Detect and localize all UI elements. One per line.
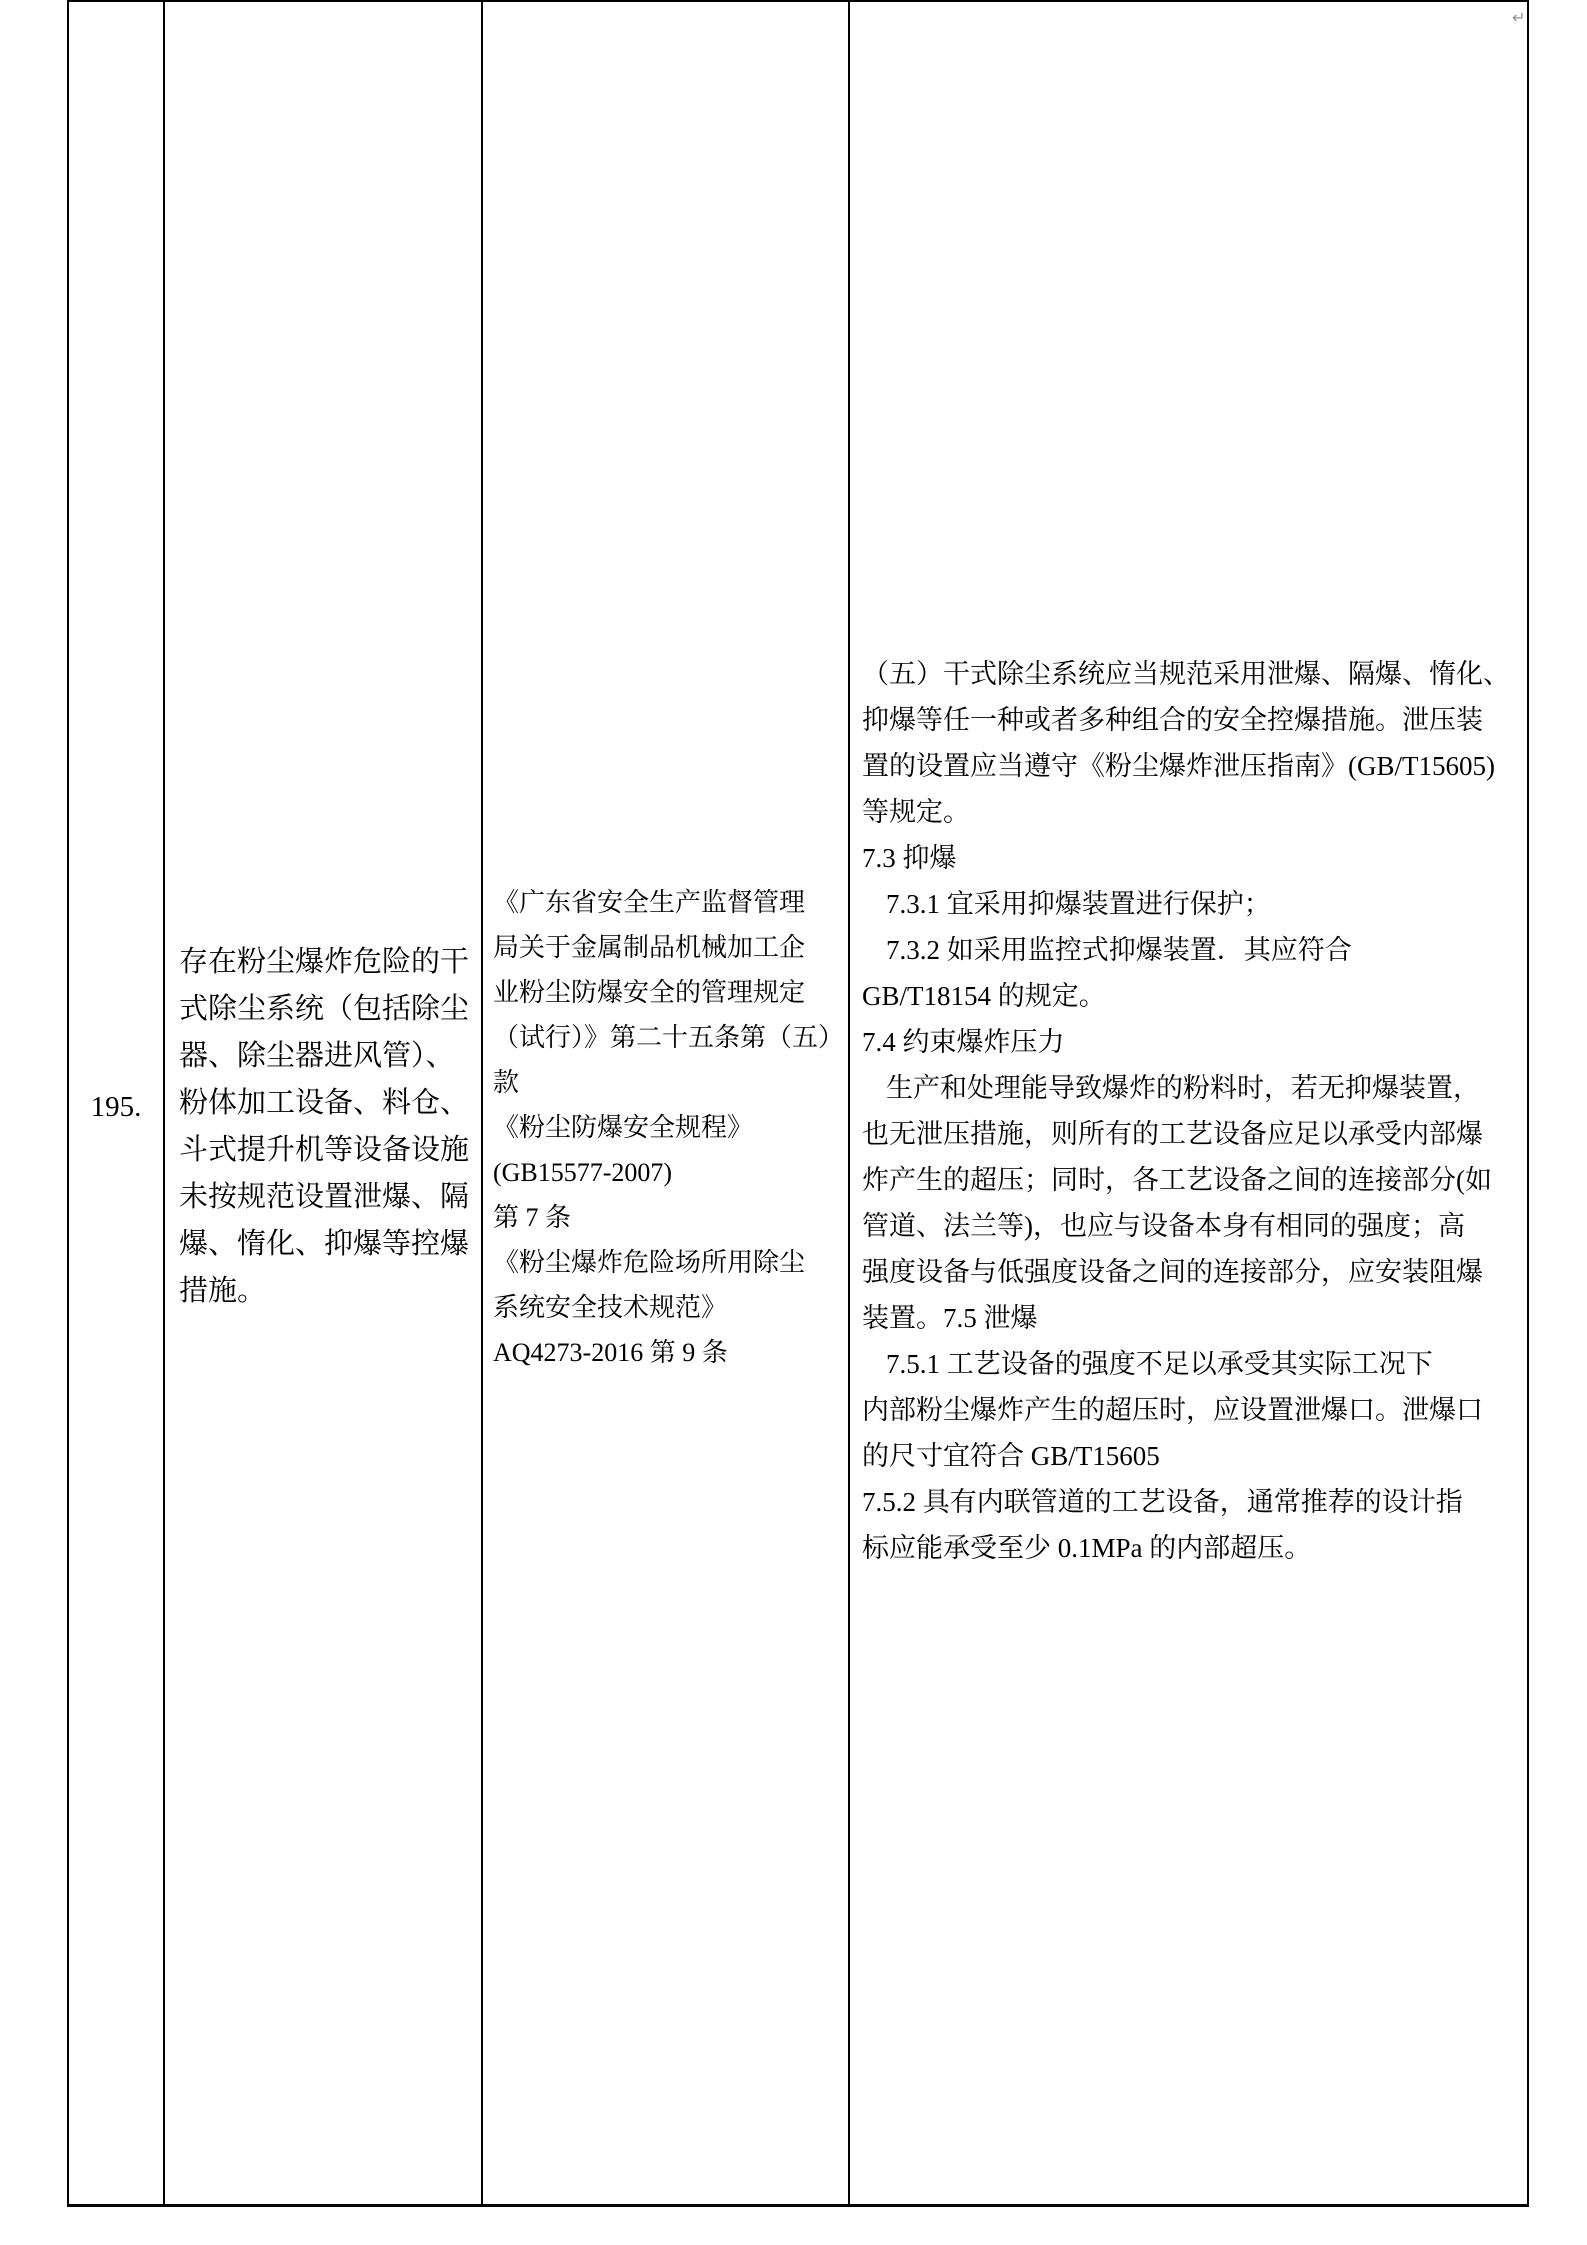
text-line: 强度设备与低强度设备之间的连接部分，应安装阻爆 [862,1257,1483,1287]
text-line: 7.3.2 如采用监控式抑爆装置．其应符合 [886,935,1352,965]
text-line: 《粉尘爆炸危险场所用除尘 [493,1248,806,1277]
cell-problem-description [165,2,483,2204]
text-line: 生产和处理能导致爆炸的粉料时，若无抑爆装置， [886,1073,1480,1103]
text-line: 管道、法兰等)，也应与设备本身有相同的强度；高 [862,1211,1465,1241]
text-line: 式除尘系统（包括除尘 [179,993,470,1025]
text-line: 7.5.1 工艺设备的强度不足以承受其实际工况下 [886,1349,1433,1379]
text-line: (GB15577-2007) [493,1158,673,1187]
problem-description-text [165,2,481,1315]
text-line: 7.3 抑爆 [862,843,957,873]
text-line: 未按规范设置泄爆、隔 [179,1181,470,1213]
text-line: （试行）》第二十五条第（五） [493,1023,845,1052]
text-line: 第 7 条 [493,1203,572,1232]
text-line: （五）干式除尘系统应当规范采用泄爆、隔爆、惰化、 [862,659,1510,689]
text-line: 措施。 [179,1275,267,1307]
text-line: 等规定。 [862,797,970,827]
text-line: AQ4273-2016 第 9 条 [493,1338,728,1367]
text-line: 标应能承受至少 0.1MPa 的内部超压。 [862,1533,1312,1563]
text-line: 炸产生的超压；同时，各工艺设备之间的连接部分(如 [862,1165,1492,1195]
text-line: 也无泄压措施，则所有的工艺设备应足以承受内部爆 [862,1119,1483,1149]
text-line: 斗式提升机等设备设施 [179,1134,470,1166]
text-line: 粉体加工设备、料仓、 [179,1087,470,1119]
text-line: 7.5.2 具有内联管道的工艺设备，通常推荐的设计指 [862,1487,1463,1517]
text-line: 置的设置应当遵守《粉尘爆炸泄压指南》(GB/T15605) [862,751,1495,781]
text-line: 《广东省安全生产监督管理 [493,888,806,917]
cell-legal-basis [483,2,850,2204]
cell-requirement-text [850,2,1531,2204]
text-line: 业粉尘防爆安全的管理规定 [493,978,806,1007]
text-line: GB/T18154 的规定。 [862,981,1106,1011]
text-line: 器、除尘器进风管）、 [179,1040,455,1072]
paragraph-mark-icon: ↵ [1512,8,1526,27]
text-line: 的尺寸宜符合 GB/T15605 [862,1441,1160,1471]
text-line: 局关于金属制品机械加工企 [493,933,806,962]
text-line: 系统安全技术规范》 [493,1293,728,1322]
text-line: 抑爆等任一种或者多种组合的安全控爆措施。泄压装 [862,705,1483,735]
item-number: 195. [90,1091,142,1123]
text-line: 装置。7.5 泄爆 [862,1303,1038,1333]
text-line: 《粉尘防爆安全规程》 [493,1113,754,1142]
text-line: 7.3.1 宜采用抑爆装置进行保护； [886,889,1271,919]
text-line: 内部粉尘爆炸产生的超压时，应设置泄爆口。泄爆口 [862,1395,1483,1425]
text-line: 7.4 约束爆炸压力 [862,1027,1065,1057]
cell-item-number [69,2,165,2204]
text-line: 爆、惰化、抑爆等控爆 [179,1228,470,1260]
legal-basis-text [483,2,848,1375]
text-line: 存在粉尘爆炸危险的干 [179,946,470,978]
requirement-detail-text [850,2,1531,1571]
text-line: 款 [493,1068,520,1097]
regulation-table-row [67,0,1529,2207]
